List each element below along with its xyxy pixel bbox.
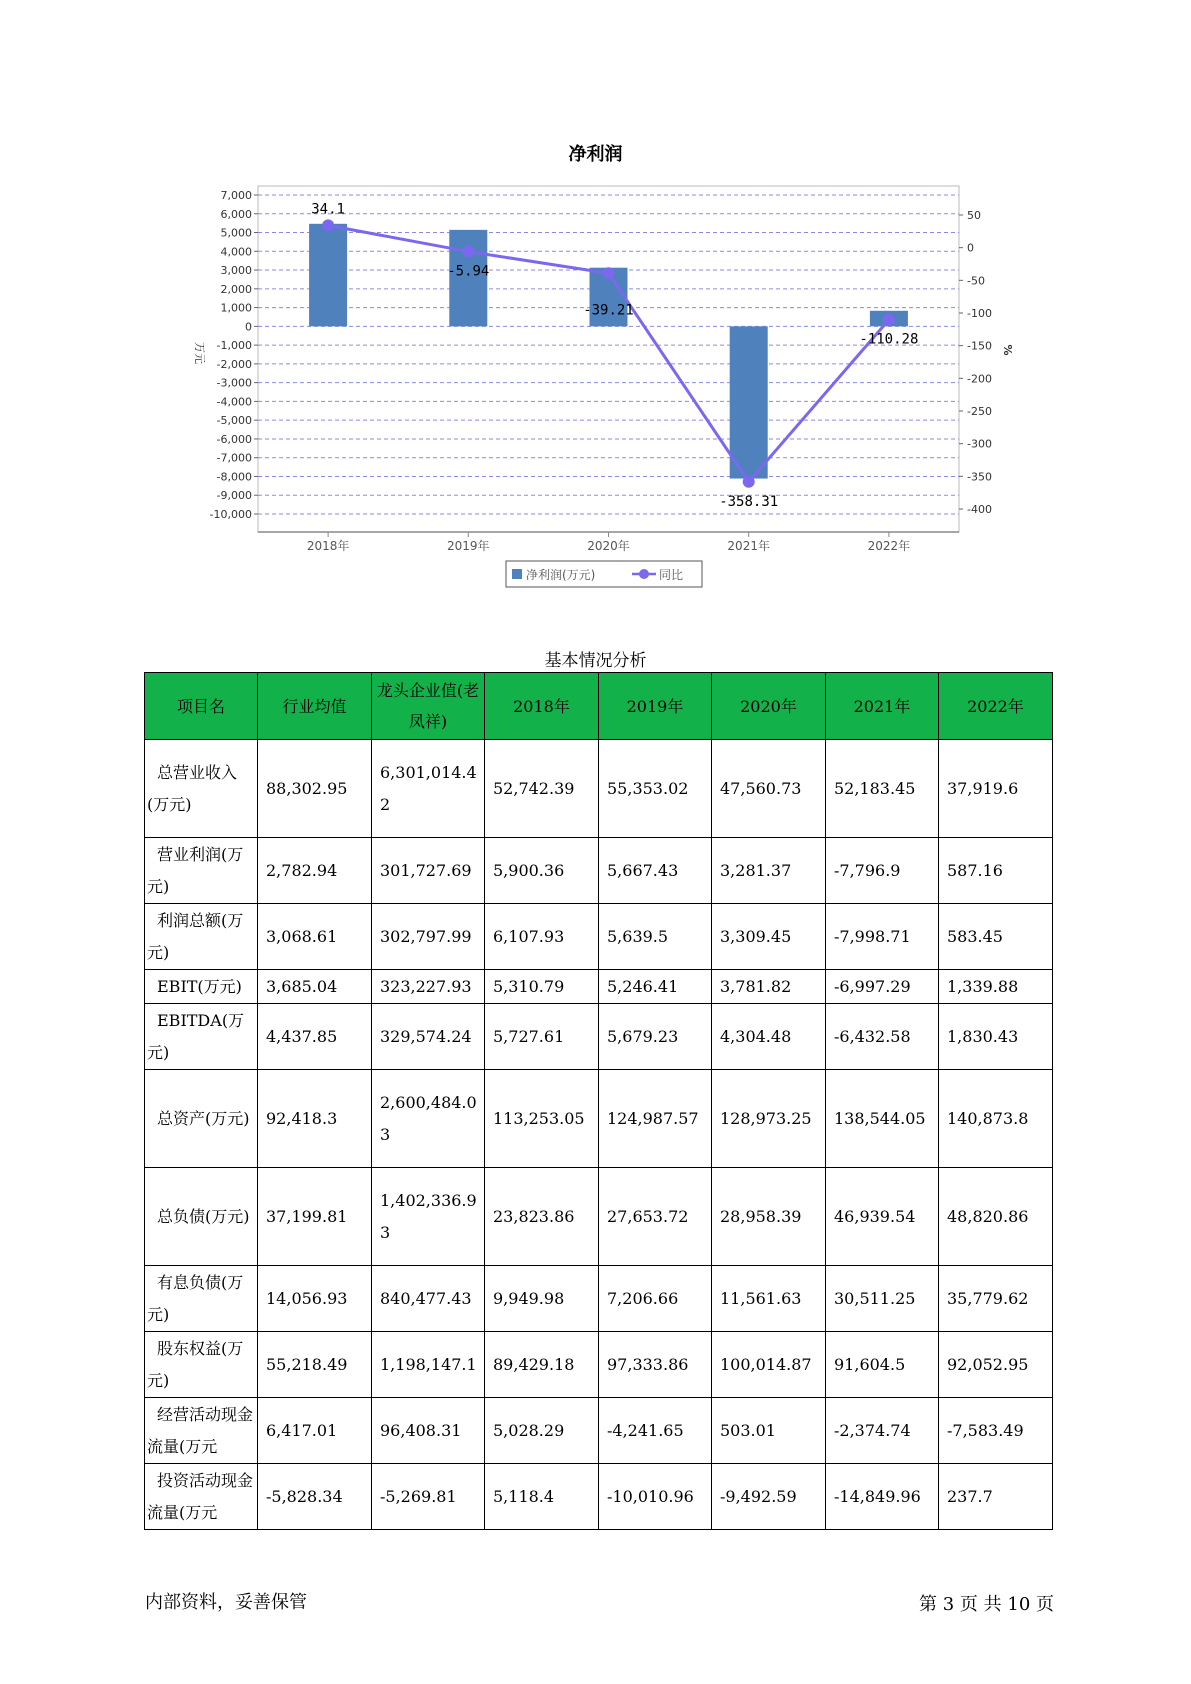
table-title: 基本情况分析	[544, 651, 647, 671]
y-right-tick-label: -200	[967, 372, 992, 386]
y-right-tick-label: -300	[967, 437, 992, 451]
table-cell: -10,010.96	[599, 1464, 712, 1530]
y-right-tick-label: -50	[967, 274, 985, 288]
table-row	[145, 970, 1053, 1004]
table-cell: 5,900.36	[485, 838, 599, 904]
footer-confidential: 内部资料，妥善保管	[145, 1592, 307, 1613]
table-cell: 11,561.63	[712, 1266, 826, 1332]
table-cell: -7,796.9	[826, 838, 939, 904]
table-cell: 92,052.95	[939, 1332, 1053, 1398]
column-header: 项目名	[145, 673, 258, 740]
table-cell: 5,679.23	[599, 1004, 712, 1070]
column-header: 龙头企业值(老凤祥)	[372, 673, 485, 740]
table-cell: -6,432.58	[826, 1004, 939, 1070]
data-label: -39.21	[583, 302, 634, 319]
table-cell: -4,241.65	[599, 1398, 712, 1464]
table-cell: 138,544.05	[826, 1070, 939, 1168]
row-label: 营业利润(万元)	[145, 838, 258, 904]
data-label: -358.31	[719, 493, 779, 510]
net-profit-chart	[0, 0, 1191, 600]
y-right-tick-label: -400	[967, 503, 992, 516]
table-cell: -2,374.74	[826, 1398, 939, 1464]
y-tick-label: 5,000	[220, 226, 252, 240]
legend-line-label: 同比	[659, 568, 684, 582]
row-label: 总营业收入(万元)	[145, 740, 258, 838]
table-cell: 30,511.25	[826, 1266, 939, 1332]
table-cell: 97,333.86	[599, 1332, 712, 1398]
column-header: 2020年	[712, 673, 826, 740]
x-tick-label: 2022年	[867, 539, 911, 553]
table-cell: -5,269.81	[372, 1464, 485, 1530]
table-cell: 503.01	[712, 1398, 826, 1464]
y-right-tick-label: 50	[967, 209, 981, 222]
table-cell: 3,685.04	[258, 970, 372, 1004]
y-tick-label: -6,000	[216, 432, 252, 446]
column-header: 行业均值	[258, 673, 372, 740]
data-label: 34.1	[311, 201, 345, 218]
table-cell: 6,417.01	[258, 1398, 372, 1464]
column-header: 2019年	[599, 673, 712, 740]
table-row	[145, 1398, 1053, 1464]
table-cell: 113,253.05	[485, 1070, 599, 1168]
table-cell: 23,823.86	[485, 1168, 599, 1266]
table-cell: 1,339.88	[939, 970, 1053, 1004]
table-cell: 3,309.45	[712, 904, 826, 970]
table-cell: -5,828.34	[258, 1464, 372, 1530]
row-label: 经营活动现金流量(万元	[145, 1398, 258, 1464]
y-tick-label: 4,000	[220, 245, 252, 259]
table-cell: 2,600,484.03	[372, 1070, 485, 1168]
table-cell: 96,408.31	[372, 1398, 485, 1464]
footer-page-number: 第 3 页 共 10 页	[919, 1594, 1054, 1615]
row-label: 有息负债(万元)	[145, 1266, 258, 1332]
table-cell: 4,437.85	[258, 1004, 372, 1070]
legend-bar-label: 净利润(万元)	[526, 568, 596, 582]
chart-title: 净利润	[568, 144, 623, 165]
table-cell: 840,477.43	[372, 1266, 485, 1332]
table-cell: 52,742.39	[485, 740, 599, 838]
table-cell: 100,014.87	[712, 1332, 826, 1398]
table-cell: 47,560.73	[712, 740, 826, 838]
table-row	[145, 1004, 1053, 1070]
bar	[309, 224, 347, 327]
table-cell: 302,797.99	[372, 904, 485, 970]
table-cell: 92,418.3	[258, 1070, 372, 1168]
table-cell: -14,849.96	[826, 1464, 939, 1530]
y-tick-label: -2,000	[216, 357, 252, 371]
table-cell: 52,183.45	[826, 740, 939, 838]
y-tick-label: -1,000	[216, 339, 252, 353]
table-cell: 7,206.66	[599, 1266, 712, 1332]
table-cell: -9,492.59	[712, 1464, 826, 1530]
row-label: 利润总额(万元)	[145, 904, 258, 970]
table-cell: 583.45	[939, 904, 1053, 970]
legend-bar-swatch	[512, 569, 522, 579]
y-tick-label: 0	[245, 320, 252, 334]
y-tick-label: -9,000	[216, 489, 252, 503]
table-cell: 9,949.98	[485, 1266, 599, 1332]
row-label: 总资产(万元)	[145, 1070, 258, 1168]
y-tick-label: 2,000	[220, 282, 252, 296]
data-label: -110.28	[859, 331, 919, 348]
table-row	[145, 1070, 1053, 1168]
table-cell: 587.16	[939, 838, 1053, 904]
table-cell: 6,301,014.42	[372, 740, 485, 838]
y-tick-label: -3,000	[216, 376, 252, 390]
table-cell: -6,997.29	[826, 970, 939, 1004]
table-cell: 35,779.62	[939, 1266, 1053, 1332]
table-row	[145, 838, 1053, 904]
y-tick-label: 6,000	[220, 207, 252, 221]
table-row	[145, 1332, 1053, 1398]
line-point	[883, 314, 895, 326]
table-cell: 48,820.86	[939, 1168, 1053, 1266]
row-label: EBIT(万元)	[145, 970, 258, 1004]
table-row	[145, 1168, 1053, 1266]
table-cell: 4,304.48	[712, 1004, 826, 1070]
table-cell: 5,028.29	[485, 1398, 599, 1464]
table-cell: 1,198,147.1	[372, 1332, 485, 1398]
table-cell: 55,218.49	[258, 1332, 372, 1398]
column-header: 2021年	[826, 673, 939, 740]
line-point	[462, 246, 474, 258]
table-cell: 3,781.82	[712, 970, 826, 1004]
table-cell: 3,281.37	[712, 838, 826, 904]
x-tick-label: 2019年	[447, 539, 490, 553]
table-cell: 2,782.94	[258, 838, 372, 904]
line-point	[743, 476, 755, 488]
y-tick-label: 7,000	[220, 189, 252, 202]
data-label: -5.94	[447, 263, 490, 280]
column-header: 2022年	[939, 673, 1053, 740]
y-tick-label: -7,000	[216, 451, 252, 465]
table-cell: 140,873.8	[939, 1070, 1053, 1168]
table-header-row	[145, 673, 1053, 740]
table-cell: 46,939.54	[826, 1168, 939, 1266]
table-cell: -7,998.71	[826, 904, 939, 970]
table-cell: 237.7	[939, 1464, 1053, 1530]
table-cell: 5,639.5	[599, 904, 712, 970]
x-tick-label: 2018年	[306, 539, 350, 553]
table-row	[145, 740, 1053, 838]
table-cell: 27,653.72	[599, 1168, 712, 1266]
table-cell: 128,973.25	[712, 1070, 826, 1168]
yoy-line	[328, 225, 889, 481]
table-cell: 5,310.79	[485, 970, 599, 1004]
table-cell: 329,574.24	[372, 1004, 485, 1070]
y-right-tick-label: -150	[967, 339, 992, 353]
table-row	[145, 1266, 1053, 1332]
table-cell: 6,107.93	[485, 904, 599, 970]
y-tick-label: -4,000	[216, 395, 252, 409]
table-cell: 3,068.61	[258, 904, 372, 970]
row-label: EBITDA(万元)	[145, 1004, 258, 1070]
y-tick-label: 1,000	[220, 301, 252, 315]
y-right-tick-label: -100	[967, 307, 992, 320]
table-cell: 5,727.61	[485, 1004, 599, 1070]
x-tick-label: 2020年	[587, 539, 630, 553]
table-cell: 37,919.6	[939, 740, 1053, 838]
table-cell: 5,246.41	[599, 970, 712, 1004]
table-cell: 301,727.69	[372, 838, 485, 904]
table-cell: 28,958.39	[712, 1168, 826, 1266]
line-point	[322, 219, 334, 231]
line-point	[603, 267, 615, 279]
y-right-tick-label: -250	[967, 405, 992, 418]
row-label: 股东权益(万元)	[145, 1332, 258, 1398]
table-cell: 89,429.18	[485, 1332, 599, 1398]
table-cell: -7,583.49	[939, 1398, 1053, 1464]
table-cell: 88,302.95	[258, 740, 372, 838]
basic-analysis-table	[144, 672, 1053, 1530]
table-cell: 1,830.43	[939, 1004, 1053, 1070]
table-cell: 37,199.81	[258, 1168, 372, 1266]
row-label: 总负债(万元)	[145, 1168, 258, 1266]
row-label: 投资活动现金流量(万元	[145, 1464, 258, 1530]
table-cell: 124,987.57	[599, 1070, 712, 1168]
column-header: 2018年	[485, 673, 599, 740]
legend-line-marker	[639, 569, 649, 579]
y-tick-label: -8,000	[216, 470, 252, 484]
table-cell: 14,056.93	[258, 1266, 372, 1332]
bar	[730, 326, 768, 478]
y-tick-label: -10,000	[209, 508, 252, 521]
y-right-tick-label: 0	[967, 241, 974, 255]
y-right-tick-label: -350	[967, 470, 992, 484]
table-cell: 5,667.43	[599, 838, 712, 904]
y-right-axis-label: %	[1001, 344, 1014, 356]
x-tick-label: 2021年	[727, 539, 770, 553]
y-tick-label: -5,000	[216, 414, 252, 428]
table-cell: 91,604.5	[826, 1332, 939, 1398]
table-cell: 1,402,336.93	[372, 1168, 485, 1266]
table-row	[145, 1464, 1053, 1530]
y-axis-label: 万元	[193, 342, 206, 364]
table-cell: 323,227.93	[372, 970, 485, 1004]
table-cell: 5,118.4	[485, 1464, 599, 1530]
table-cell: 55,353.02	[599, 740, 712, 838]
table-row	[145, 904, 1053, 970]
y-tick-label: 3,000	[220, 264, 252, 278]
